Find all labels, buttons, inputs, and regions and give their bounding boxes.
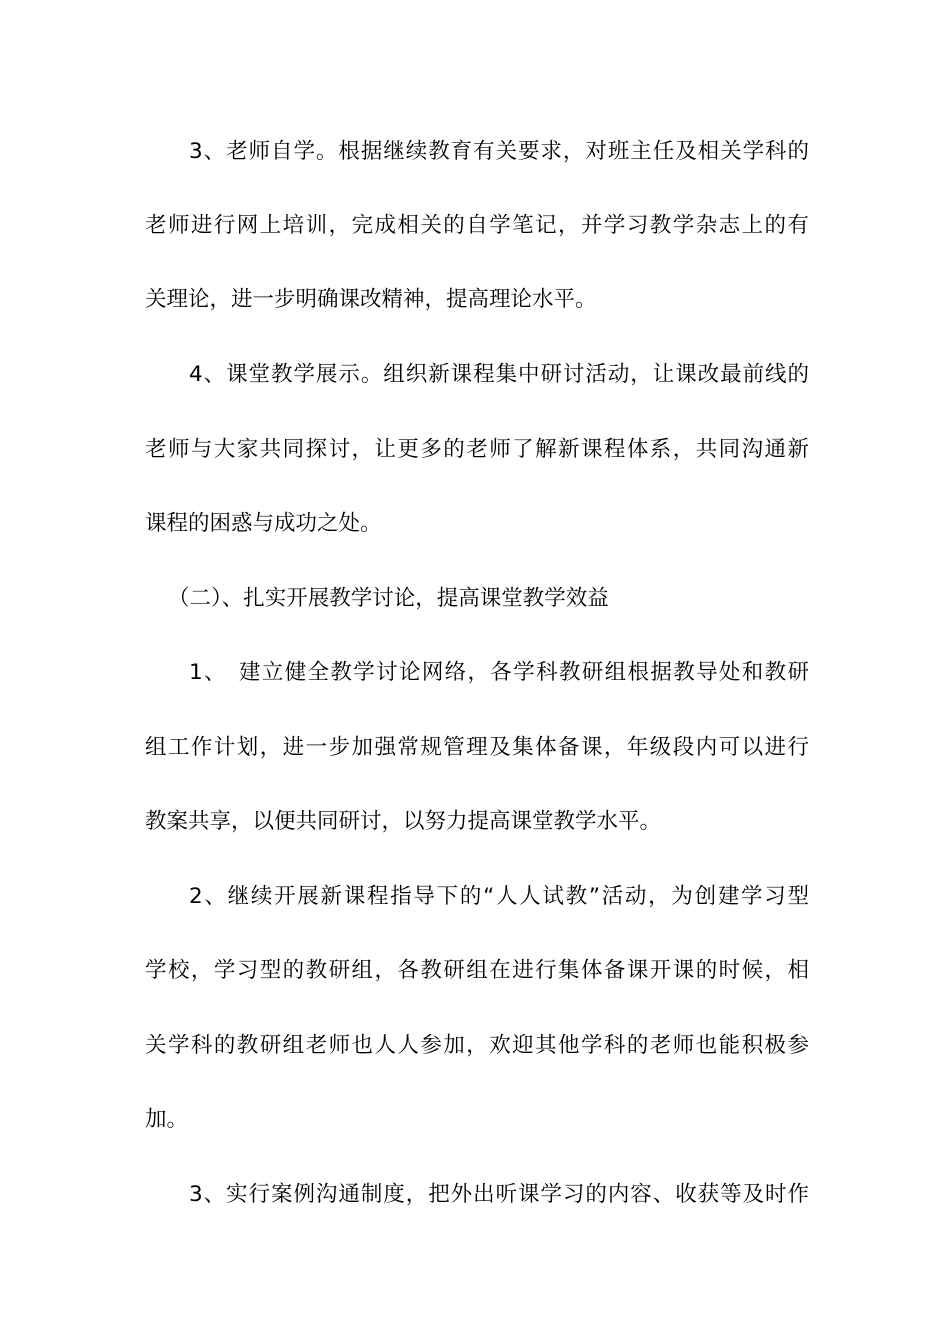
paragraph-2-line-3: 关学科的教研组老师也人人参加，欢迎其他学科的老师也能积极参 (145, 1033, 809, 1058)
paragraph-2-line-4: 加。 (145, 1107, 189, 1132)
paragraph-2-line-1: 2、继续开展新课程指导下的“人人试教”活动，为创建学习型 (189, 884, 809, 909)
paragraph-1-line-1: 1、 建立健全教学讨论网络，各学科教研组根据教导处和教研 (189, 660, 809, 685)
paragraph-1-line-3: 教案共享，以便共同研讨，以努力提高课堂教学水平。 (145, 809, 662, 834)
paragraph-4-line-1: 4、课堂教学展示。组织新课程集中研讨活动，让课改最前线的 (189, 362, 809, 387)
paragraph-3-line-2: 老师进行网上培训，完成相关的自学笔记，并学习教学杂志上的有 (145, 213, 809, 238)
paragraph-3-line-3: 关理论，进一步明确课改精神，提高理论水平。 (145, 287, 597, 312)
section-heading: （二）、扎实开展教学讨论，提高课堂教学效益 (168, 586, 609, 611)
paragraph-4-line-2: 老师与大家共同探讨，让更多的老师了解新课程体系，共同沟通新 (145, 437, 809, 462)
paragraph-1-line-2: 组工作计划，进一步加强常规管理及集体备课，年级段内可以进行 (145, 735, 809, 760)
paragraph-4-line-3: 课程的困惑与成功之处。 (145, 511, 382, 536)
paragraph-2-line-2: 学校，学习型的教研组，各教研组在进行集体备课开课的时候，相 (145, 958, 809, 983)
paragraph-3-line-1: 3、老师自学。根据继续教育有关要求，对班主任及相关学科的 (189, 139, 809, 164)
paragraph-3b-line-1: 3、实行案例沟通制度，把外出听课学习的内容、收获等及时作 (189, 1182, 809, 1207)
